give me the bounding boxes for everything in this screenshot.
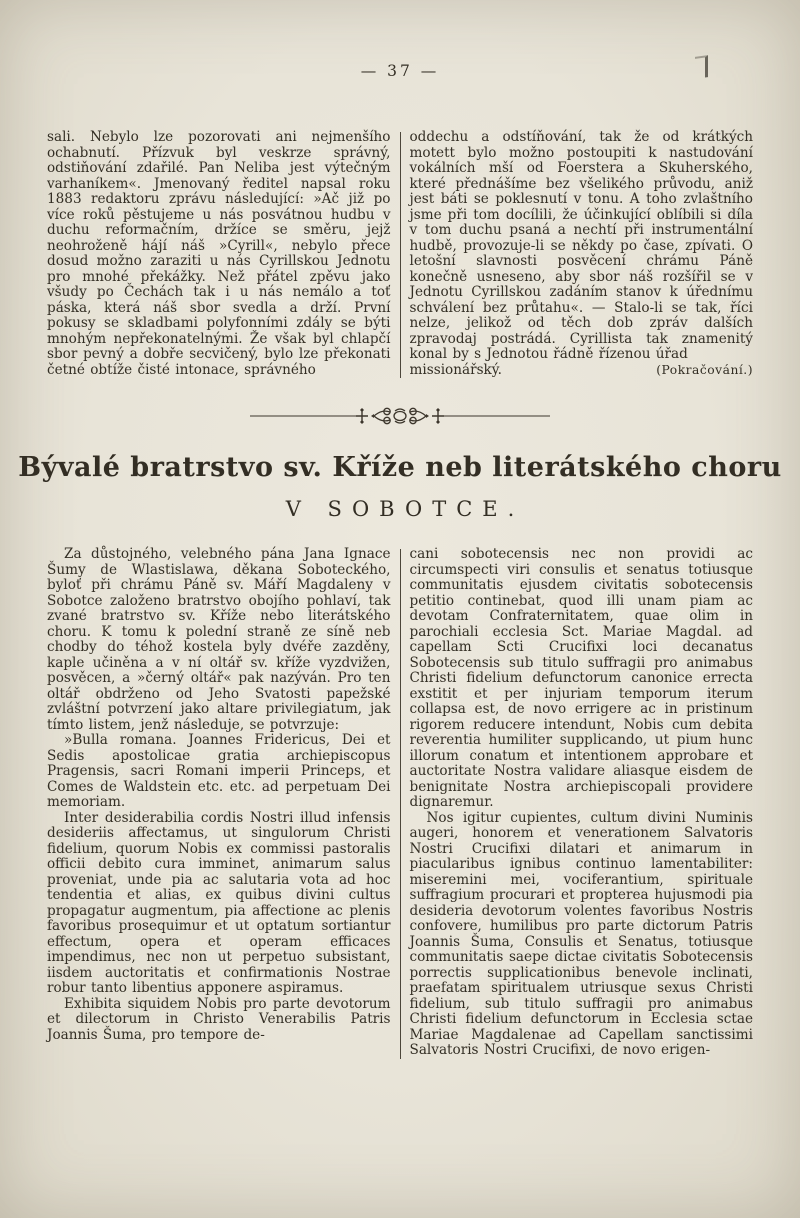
paragraph: Inter desiderabilia cordis Nostri illud infensis desideriis affectamus, ut singulorum Christi fidelium, quorum Nobis ex commissi pastoralis officii debito cura imminet, animarum salus proveniat, unde pia ac salutaria vota ad hoc tendentia et alias, ex quibus divini cultus propagatur augmentum, pia affectione ac plenis favoribus prosequimur et ut optatum sortiantur effectum, opera et operam efficaces impendimus, nec non ut perpetuo subsistant, iisdem auctoritatis et confirmationis Nostrae robur tanto libentius apponere aspiramus.	[47, 809, 391, 996]
paragraph: Nos igitur cupientes, cultum divini Numinis augeri, honorem et venerationem Salvatoris Nostri Crucifixi dilatari et animarum in piacularibus ignibus continuo lamentabiliter: miseremini mei, vociferantium, spirituale suffragium procurari et propterea hujusmodi pia desideria devotorum volentes favoribus Nostris confovere, humilibus pro parte dictorum Patris Joannis Šuma, Consulis et Senatus, totiusque communitatis saepe dictae civitatis Sobotecensis porrectis supplicationibus benevole inclinati, praefatam spiritualem utriusque sexus Christi fidelium, sub titulo suffragii pro animabus Christi fidelium defunctorum in Ecclesia sctae Mariae Magdalenae ad Capellam sanctissimi Salvatoris Nostri Crucifixi, de novo erigen-	[409, 809, 753, 1058]
article-subtitle: V SOBOTCE.	[285, 497, 525, 521]
top-article-right-text: oddechu a odstíňování, tak že od krátkých motett bylo možno postoupiti k nastudování vokálních mší od Foerstera a Skuherského, které přednášíme bez všelikého průvodu, aniž jest báti se poklesnutí v tonu. A toho zvlaštního jsme při tom docílili, že účinkující oblíbili si díla v tom duchu psaná a nechtí při instrumentální hudbě, provozuje-li se někdy po čase, zpívati. O letošní slavnosti posvěcení chrámu Páně konečně usneseno, aby sbor náš rozšířil se v Jednotu Cyrillskou zadáním stanov k úřednímu schválení bez průtahu«. — Stalo-li se tak, říci nelze, jelikož od těch dob zpráv dalších zpravodaj postrádá. Cyrillista tak znamenitý konal by s Jednotou řádně řízenou úřad	[409, 129, 753, 362]
scrollwork-fleuron-icon	[250, 404, 550, 428]
main-article-left-column	[47, 547, 391, 1059]
main-article-right-column	[410, 547, 754, 1059]
continuation-note: (Pokračování.)	[656, 362, 753, 377]
scan-edge-artifact	[695, 55, 708, 79]
main-article-section	[0, 547, 800, 1059]
top-article-section	[0, 130, 800, 378]
column-divider-rule	[400, 132, 401, 378]
top-article-left-column	[47, 130, 391, 378]
column-divider-rule	[400, 549, 401, 1059]
top-article-right-column	[410, 130, 754, 378]
top-article-last-word: missionářský.	[409, 361, 502, 378]
article-title: Bývalé bratrstvo sv. Kříže neb literátského choru	[18, 452, 782, 483]
paragraph: »Bulla romana. Joannes Fridericus, Dei et Sedis apostolicae gratia archiepiscopus Pragensis, sacri Romani imperii Princeps, et Comes de Waldstein etc. etc. ad perpetuam Dei memoriam.	[47, 732, 391, 810]
paragraph: cani sobotecensis nec non providi ac circumspecti viri consulis et senatus totiusque communitatis ejusdem civitatis sobotecensis petitio continebat, quod illi unam piam ac devotam Confraternitatem, quae olim in parochiali ecclesia Sct. Mariae Magdal. ad capellam Scti Crucifixi loci decanatus Sobotecensis sub titulo suffragii pro animabus Christi fidelium defunctorum canonice errecta exstitit et per injuriam temporum iterum collapsa est, de novo errigere ac in pristinum rigorem reducere intendunt, Nobis cum debita reverentia humiliter supplicando, ut pium hunc illorum conatum et intentionem approbare et auctoritate Nostra validare aliasque eisdem de benignitate Nostra archiepiscopali providere dignaremur.	[409, 546, 753, 810]
top-article-closing-line	[410, 363, 754, 379]
page-number: — 37 —	[360, 62, 440, 80]
paragraph: Za důstojného, velebného pána Jana Ignace Šumy de Wlastislawa, děkana Soboteckého, byloť při chrámu Páně sv. Máří Magdaleny v Sobotce založeno bratrstvo obojího pohlaví, tak zvané bratrstvo sv. Kříže nebo literátského choru. K tomu k polední straně ze síně neb chodby do téhož kostela byly dvéře zazděny, kaple učiněna a v ní oltář sv. kříže vyzdvižen, posvěcen, a »černý oltář« pak nazýván. Pro ten oltář obdrženo od Jeho Svatosti papežské zvláštní potvrzení jako altare privilegiatum, jak tímto listem, jenž následuje, se potvrzuje:	[47, 546, 391, 733]
paragraph: Exhibita siquidem Nobis pro parte devotorum et dilectorum in Christo Venerabilis Patris Joannis Šuma, pro tempore de-	[47, 995, 391, 1043]
section-divider	[0, 404, 800, 428]
top-article-left-text: sali. Nebylo lze pozorovati ani nejmenšího ochabnutí. Přízvuk byl veskrze správný, odstiňování zdařilé. Pan Neliba jest výtečným varhaníkem«. Jmenovaný ředitel napsal roku 1883 redaktoru zprávu následující: »Ač již po více roků pěstujeme u nás posvátnou hudbu v duchu reformačním, držíce se směru, jejž neohroženě hájí náš »Cyrill«, nebylo přece dosud možno zaraziti u nás Cyrillskou Jednotu pro mnohé překážky. Než přátel zpěvu jako všudy po Čechách tak i u nás nemálo a toť páska, která náš sbor svedla a drží. První pokusy se skladbami polyfonními zdály se býti mnohým nepřekonatelnými. Že však byl chlapčí sbor pevný a dobře secvičený, bylo lze překonati četné obtíže čisté intonace, správného	[47, 129, 391, 378]
